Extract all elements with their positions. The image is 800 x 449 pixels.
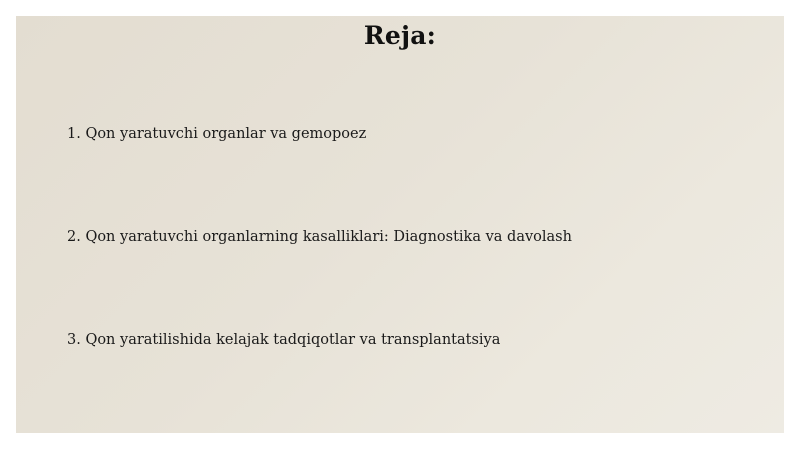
plan-item-3: 3. Qon yaratilishida kelajak tadqiqotlar va transplantatsiya: [67, 332, 501, 348]
slide-title: Reja:: [363, 21, 437, 50]
plan-item-1: 1. Qon yaratuvchi organlar va gemopoez: [67, 126, 367, 142]
slide: [16, 16, 784, 433]
plan-item-2: 2. Qon yaratuvchi organlarning kasalliklari: Diagnostika va davolash: [67, 229, 572, 245]
